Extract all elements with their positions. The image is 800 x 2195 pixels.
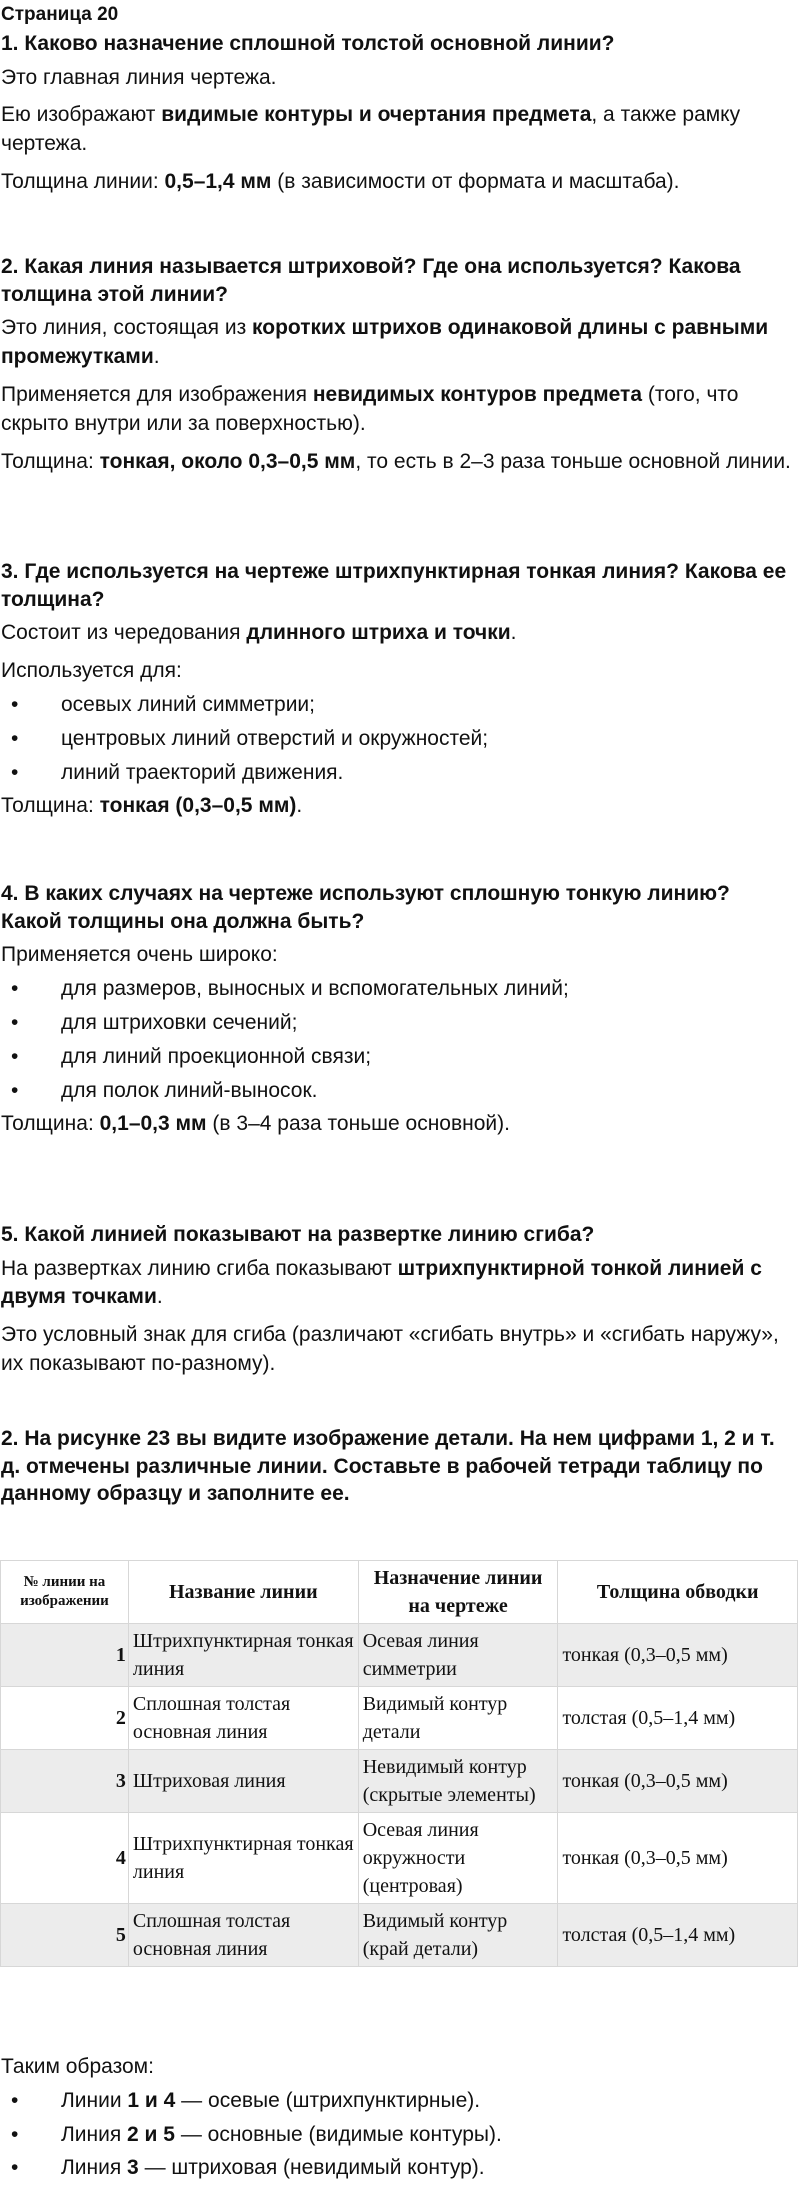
q2-paragraph-3 (1, 448, 796, 477)
summary (1, 2053, 796, 2188)
summary-item-tail: — штриховая (невидимый контур). (138, 2156, 485, 2180)
q4-p2-bold: 0,1–0,3 мм (99, 1112, 207, 1136)
table-row (1, 1750, 798, 1813)
q2-paragraph-2 (1, 381, 796, 439)
q4-paragraph-1: Применяется очень широко: (1, 943, 278, 967)
q2-p1-bold: коротких штрихов одинаковой длины с равными промежутками (1, 316, 769, 369)
header-line-name: Название линии (128, 1561, 358, 1624)
question-5-title: 5. Какой линией показывают на развертке линию сгиба? (1, 1223, 595, 1246)
q3-paragraph-3 (1, 792, 796, 821)
cell-name: Штрихпунктирная тонкая линия (128, 1624, 358, 1687)
q2-p3-text: Толщина: (1, 449, 100, 473)
summary-item-text: Линии (61, 2088, 128, 2112)
cell-number: 5 (1, 1904, 129, 1967)
question-1 (1, 30, 796, 197)
table-header-row (1, 1561, 798, 1624)
q4-p2-tail: (в 3–4 раза тоньше основной). (206, 1112, 510, 1136)
q2-p3-tail: , то есть в 2–3 раза тоньше основной линии. (355, 449, 791, 473)
q3-list (1, 691, 796, 787)
q3-paragraph-1 (1, 619, 796, 648)
q3-p3-bold: тонкая (0,3–0,5 мм) (99, 794, 297, 818)
q2-paragraph-1 (1, 314, 796, 372)
q1-p2-bold: видимые контуры и очертания предмета (161, 103, 592, 127)
q3-p1-bold: длинного штриха и точки (246, 621, 511, 645)
cell-thickness: тонкая (0,3–0,5 мм) (558, 1624, 798, 1687)
list-item: • осевых линий симметрии; (1, 691, 796, 720)
summary-item-bold: 2 и 5 (127, 2122, 175, 2146)
page-title: Страница 20 (1, 4, 119, 25)
list-item: • линий траекторий движения. (1, 759, 796, 788)
header-line-purpose: Назначение линии на чертеже (358, 1561, 558, 1624)
cell-thickness: толстая (0,5–1,4 мм) (558, 1904, 798, 1967)
question-5 (1, 1221, 796, 1379)
question-4 (1, 880, 796, 1139)
cell-purpose: Осевая линия окружности (центровая) (358, 1813, 558, 1904)
list-item (1, 2121, 796, 2150)
q1-p2-tail: , а также рамку чертежа. (1, 103, 741, 156)
q5-p1-text: На развертках линию сгиба показывают (1, 1256, 398, 1280)
q1-p3-tail: (в зависимости от формата и масштаба). (271, 170, 680, 194)
cell-name: Штриховая линия (128, 1750, 358, 1813)
summary-list (1, 2087, 796, 2183)
list-item: • центровых линий отверстий и окружностей; (1, 725, 796, 754)
list-item: • для размеров, выносных и вспомогательных линий; (1, 975, 796, 1004)
q2-p3-bold: тонкая, около 0,3–0,5 мм (99, 449, 356, 473)
list-item (1, 2087, 796, 2116)
q1-paragraph-2 (1, 101, 796, 159)
q3-p1-tail: . (510, 621, 517, 645)
cell-purpose: Невидимый контур (скрытые элементы) (358, 1750, 558, 1813)
summary-item-tail: — основные (видимые контуры). (174, 2122, 502, 2146)
task-2 (1, 1425, 796, 1508)
cell-number: 1 (1, 1624, 129, 1687)
list-item: • для линий проекционной связи; (1, 1043, 796, 1072)
cell-number: 4 (1, 1813, 129, 1904)
q2-p2-text: Применяется для изображения (1, 382, 313, 406)
cell-name: Сплошная толстая основная линия (128, 1904, 358, 1967)
q3-paragraph-2: Используется для: (1, 659, 182, 683)
q4-paragraph-2 (1, 1110, 796, 1139)
list-item: • для полок линий-выносок. (1, 1077, 796, 1106)
table-row (1, 1624, 798, 1687)
table-row (1, 1904, 798, 1967)
summary-item-bold: 3 (127, 2156, 139, 2180)
q3-p3-text: Толщина: (1, 794, 100, 818)
q2-p2-bold: невидимых контуров предмета (312, 382, 643, 406)
q1-p3-text: Толщина линии: (1, 170, 165, 194)
q3-p1-text: Состоит из чередования (1, 621, 247, 645)
q2-p1-tail: . (153, 345, 160, 369)
q2-p2-tail: (того, что скрыто внутри или за поверхностью). (1, 382, 739, 435)
cell-thickness: толстая (0,5–1,4 мм) (558, 1687, 798, 1750)
q3-p3-tail: . (296, 794, 303, 818)
cell-number: 3 (1, 1750, 129, 1813)
q5-p1-bold: штрихпунктирной тонкой линией с двумя точками (1, 1256, 762, 1309)
cell-purpose: Видимый контур детали (358, 1687, 558, 1750)
cell-thickness: тонкая (0,3–0,5 мм) (558, 1813, 798, 1904)
question-2-title: 2. Какая линия называется штриховой? Где она используется? Какова толщина этой линии? (1, 255, 741, 306)
cell-purpose: Видимый контур (край детали) (358, 1904, 558, 1967)
cell-number: 2 (1, 1687, 129, 1750)
cell-purpose: Осевая линия симметрии (358, 1624, 558, 1687)
question-3 (1, 558, 796, 821)
question-4-title: 4. В каких случаях на чертеже используют сплошную тонкую линию? Какой толщины она должна быть? (1, 882, 730, 933)
list-item: • для штриховки сечений; (1, 1009, 796, 1038)
table-row (1, 1687, 798, 1750)
question-1-title: 1. Каково назначение сплошной толстой основной линии? (1, 32, 615, 55)
q5-paragraph-1 (1, 1255, 796, 1313)
lines-table (0, 1560, 798, 1967)
list-item (1, 2154, 796, 2183)
summary-item-bold: 1 и 4 (127, 2088, 176, 2112)
q4-p2-text: Толщина: (1, 1112, 100, 1136)
q1-p2-text: Ею изображают (1, 103, 162, 127)
q5-paragraph-2: Это условный знак для сгиба (различают «сгибать внутрь» и «сгибать наружу», их показывают по-разному). (1, 1323, 779, 1376)
summary-item-tail: — осевые (штрихпунктирные). (175, 2088, 481, 2112)
q1-p3-bold: 0,5–1,4 мм (164, 170, 272, 194)
cell-name: Сплошная толстая основная линия (128, 1687, 358, 1750)
q2-p1-text: Это линия, состоящая из (1, 316, 253, 340)
table-row (1, 1813, 798, 1904)
q4-list (1, 975, 796, 1105)
question-3-title: 3. Где используется на чертеже штрихпунктирная тонкая линия? Какова ее толщина? (1, 560, 787, 611)
summary-intro: Таким образом: (1, 2055, 154, 2078)
header-line-thickness: Толщина обводки (558, 1561, 798, 1624)
summary-item-text: Линия (61, 2122, 128, 2146)
q5-p1-tail: . (156, 1285, 163, 1309)
header-line-number: № линии на изображении (1, 1561, 129, 1624)
q1-paragraph-3 (1, 168, 796, 197)
cell-name: Штрихпунктирная тонкая линия (128, 1813, 358, 1904)
question-2 (1, 253, 796, 476)
q1-paragraph-1: Это главная линия чертежа. (1, 65, 277, 89)
summary-item-text: Линия (61, 2156, 128, 2180)
cell-thickness: тонкая (0,3–0,5 мм) (558, 1750, 798, 1813)
task-2-title: 2. На рисунке 23 вы видите изображение детали. На нем цифрами 1, 2 и т. д. отмечены различные линии. Составьте в рабочей тетради таблицу по данному образцу и заполните ее. (1, 1427, 775, 1506)
